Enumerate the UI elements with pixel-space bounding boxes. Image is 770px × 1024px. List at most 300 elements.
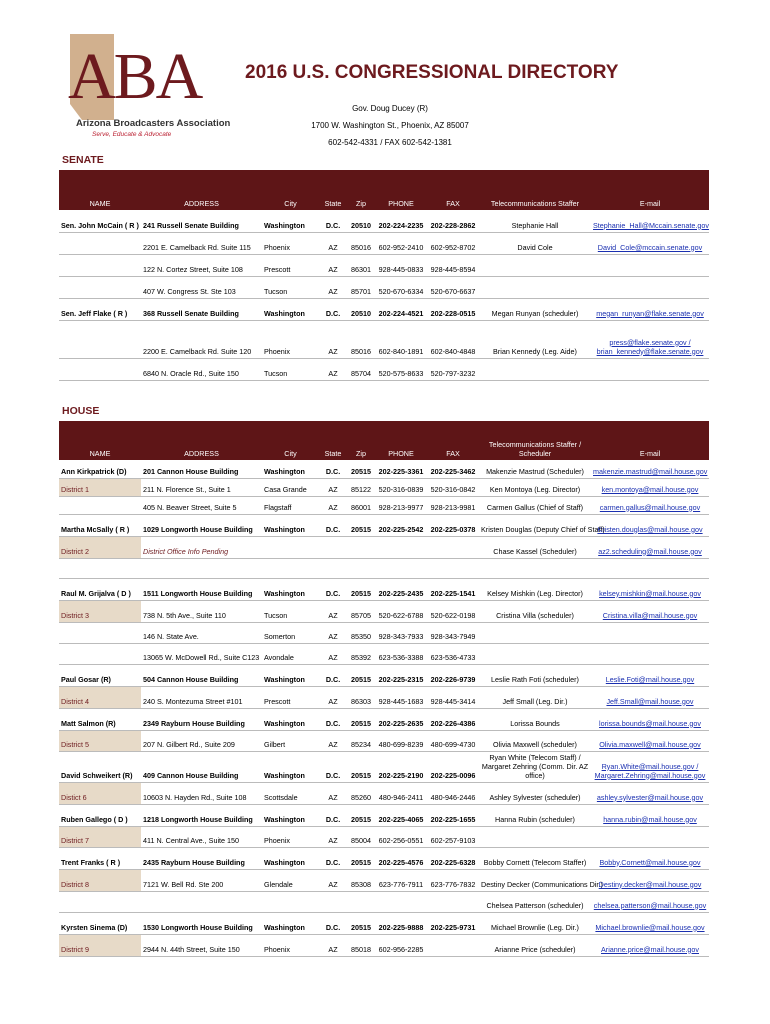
column-header-zip: Zip <box>347 421 375 460</box>
cell-fax: 202-225-3462 <box>427 460 479 478</box>
column-header-name: NAME <box>59 421 141 460</box>
table-row <box>59 460 709 478</box>
cell-city: Tucson <box>262 358 319 380</box>
cell-address: District Office Info Pending <box>141 536 262 558</box>
cell-address: 1511 Longworth House Building <box>141 578 262 600</box>
cell-zip: 20515 <box>347 708 375 730</box>
cell-staffer: Brian Kennedy (Leg. Aide) <box>479 320 591 358</box>
cell-fax: 602-952-8702 <box>427 232 479 254</box>
cell-address: 1530 Longworth House Building <box>141 912 262 934</box>
cell-address: 240 S. Montezuma Street #101 <box>141 686 262 708</box>
cell-email[interactable]: kelsey.mishkin@mail.house.gov <box>591 578 709 600</box>
cell-city: Washington <box>262 912 319 934</box>
cell-name: District 2 <box>59 536 141 558</box>
cell-name: Paul Gosar (R) <box>59 664 141 686</box>
cell-fax: 480-699-4730 <box>427 730 479 751</box>
cell-state: AZ <box>319 276 347 298</box>
cell-phone: 480-699-8239 <box>375 730 427 751</box>
cell-staffer <box>479 254 591 276</box>
table-row <box>59 210 709 232</box>
cell-city: Washington <box>262 804 319 826</box>
governor-phone: 602-542-4331 / FAX 602-542-1381 <box>328 138 452 147</box>
cell-phone: 520-316-0839 <box>375 478 427 496</box>
cell-staffer: Michael Brownlie (Leg. Dir.) <box>479 912 591 934</box>
column-header-zip: Zip <box>347 170 375 210</box>
table-row <box>59 643 709 664</box>
cell-state: AZ <box>319 358 347 380</box>
cell-fax: 520-670-6637 <box>427 276 479 298</box>
senate-heading: SENATE <box>62 154 104 166</box>
cell-name <box>59 254 141 276</box>
cell-fax <box>427 891 479 912</box>
cell-name: District 7 <box>59 826 141 847</box>
cell-zip: 20515 <box>347 578 375 600</box>
cell-fax: 202-225-0096 <box>427 751 479 782</box>
cell-state: AZ <box>319 600 347 622</box>
cell-city: Phoenix <box>262 934 319 956</box>
cell-name: Sen. Jeff Flake ( R ) <box>59 298 141 320</box>
cell-zip: 85350 <box>347 622 375 643</box>
governor-address: 1700 W. Washington St., Phoenix, AZ 85007 <box>311 121 469 130</box>
table-row <box>59 804 709 826</box>
table-row <box>59 847 709 869</box>
table-row <box>59 600 709 622</box>
cell-city: Scottsdale <box>262 782 319 804</box>
table-row <box>59 478 709 496</box>
cell-name: District 9 <box>59 934 141 956</box>
cell-address: 405 N. Beaver Street, Suite 5 <box>141 496 262 514</box>
cell-phone: 623-776-7911 <box>375 869 427 891</box>
cell-state: AZ <box>319 622 347 643</box>
cell-address: 1218 Longworth House Building <box>141 804 262 826</box>
table-row <box>59 826 709 847</box>
column-header-staffer: Telecommunications Staffer / Scheduler <box>479 421 591 460</box>
table-row <box>59 912 709 934</box>
cell-state: D.C. <box>319 210 347 232</box>
org-name: Arizona Broadcasters Association <box>76 118 231 129</box>
cell-zip <box>347 891 375 912</box>
cell-phone: 520-670-6334 <box>375 276 427 298</box>
cell-email[interactable]: megan_runyan@flake.senate.gov <box>591 298 709 320</box>
cell-fax: 602-257-9103 <box>427 826 479 847</box>
cell-zip: 20510 <box>347 210 375 232</box>
cell-phone: 602-840-1891 <box>375 320 427 358</box>
senate-table <box>59 170 709 381</box>
cell-email <box>591 558 709 578</box>
cell-name <box>59 558 141 578</box>
cell-phone: 202-224-2235 <box>375 210 427 232</box>
cell-zip: 85705 <box>347 600 375 622</box>
cell-city: Casa Grande <box>262 478 319 496</box>
cell-state: D.C. <box>319 804 347 826</box>
cell-email[interactable]: carmen.gallus@mail.house.gov <box>591 496 709 514</box>
cell-city: Washington <box>262 664 319 686</box>
cell-state: AZ <box>319 496 347 514</box>
column-header-phone: PHONE <box>375 421 427 460</box>
cell-address: 7121 W. Bell Rd. Ste 200 <box>141 869 262 891</box>
cell-phone: 202-225-2635 <box>375 708 427 730</box>
cell-city: Washington <box>262 514 319 536</box>
cell-phone: 202-224-4521 <box>375 298 427 320</box>
table-row <box>59 708 709 730</box>
cell-phone: 202-225-9888 <box>375 912 427 934</box>
cell-staffer: Arianne Price (scheduler) <box>479 934 591 956</box>
cell-zip: 85260 <box>347 782 375 804</box>
cell-city: Tucson <box>262 600 319 622</box>
cell-zip: 85016 <box>347 232 375 254</box>
cell-zip: 86301 <box>347 254 375 276</box>
cell-address: 13065 W. McDowell Rd., Suite C123 <box>141 643 262 664</box>
cell-zip: 86303 <box>347 686 375 708</box>
cell-city: Washington <box>262 298 319 320</box>
cell-staffer <box>479 622 591 643</box>
cell-name: Sen. John McCain ( R ) <box>59 210 141 232</box>
cell-zip: 20515 <box>347 514 375 536</box>
cell-fax: 202-226-9739 <box>427 664 479 686</box>
cell-city: Gilbert <box>262 730 319 751</box>
cell-address: 122 N. Cortez Street, Suite 108 <box>141 254 262 276</box>
table-row <box>59 514 709 536</box>
table-row <box>59 782 709 804</box>
cell-zip: 20515 <box>347 847 375 869</box>
cell-city: Washington <box>262 751 319 782</box>
cell-fax: 202-226-4386 <box>427 708 479 730</box>
cell-address: 6840 N. Oracle Rd., Suite 150 <box>141 358 262 380</box>
cell-state: D.C. <box>319 751 347 782</box>
column-header-email: E-mail <box>591 170 709 210</box>
cell-name <box>59 643 141 664</box>
cell-phone <box>375 891 427 912</box>
cell-fax: 202-225-1655 <box>427 804 479 826</box>
cell-city: Washington <box>262 847 319 869</box>
cell-email[interactable]: Arianne.price@mail.house.gov <box>591 934 709 956</box>
cell-city: Somerton <box>262 622 319 643</box>
column-header-fax: FAX <box>427 421 479 460</box>
table-row <box>59 232 709 254</box>
table-row <box>59 751 709 782</box>
cell-staffer: David Cole <box>479 232 591 254</box>
cell-name: David Schweikert (R) <box>59 751 141 782</box>
column-header-address: ADDRESS <box>141 170 262 210</box>
table-row <box>59 320 709 358</box>
cell-name: District 3 <box>59 600 141 622</box>
cell-email[interactable]: Michael.brownlie@mail.house.gov <box>591 912 709 934</box>
cell-staffer <box>479 643 591 664</box>
senate-body <box>59 210 709 380</box>
cell-email[interactable]: Jeff.Small@mail.house.gov <box>591 686 709 708</box>
cell-name: District 1 <box>59 478 141 496</box>
cell-staffer: Stephanie Hall <box>479 210 591 232</box>
cell-state: D.C. <box>319 847 347 869</box>
cell-city: Glendale <box>262 869 319 891</box>
cell-staffer: Ken Montoya (Leg. Director) <box>479 478 591 496</box>
cell-email[interactable]: chelsea.patterson@mail.house.gov <box>591 891 709 912</box>
cell-staffer: Hanna Rubin (scheduler) <box>479 804 591 826</box>
cell-name: District 8 <box>59 869 141 891</box>
cell-phone: 202-225-3361 <box>375 460 427 478</box>
cell-state: AZ <box>319 826 347 847</box>
cell-email <box>591 622 709 643</box>
cell-zip: 20515 <box>347 751 375 782</box>
cell-email[interactable]: ken.montoya@mail.house.gov <box>591 478 709 496</box>
cell-fax: 520-622-0198 <box>427 600 479 622</box>
table-row <box>59 891 709 912</box>
cell-phone: 202-225-4065 <box>375 804 427 826</box>
cell-fax: 202-225-1541 <box>427 578 479 600</box>
cell-name <box>59 232 141 254</box>
cell-fax: 623-536-4733 <box>427 643 479 664</box>
table-row <box>59 934 709 956</box>
cell-fax: 202-228-0515 <box>427 298 479 320</box>
cell-fax: 928-343-7949 <box>427 622 479 643</box>
cell-email[interactable]: Kristen.douglas@mail.house.gov <box>591 514 709 536</box>
cell-phone: 623-536-3388 <box>375 643 427 664</box>
cell-state: AZ <box>319 934 347 956</box>
cell-phone <box>375 536 427 558</box>
cell-state: D.C. <box>319 298 347 320</box>
cell-fax: 480-946-2446 <box>427 782 479 804</box>
cell-city <box>262 891 319 912</box>
cell-staffer: Kelsey Mishkin (Leg. Director) <box>479 578 591 600</box>
cell-address: 207 N. Gilbert Rd., Suite 209 <box>141 730 262 751</box>
cell-zip: 85701 <box>347 276 375 298</box>
cell-state: AZ <box>319 686 347 708</box>
cell-city: Flagstaff <box>262 496 319 514</box>
cell-phone: 202-225-2435 <box>375 578 427 600</box>
cell-fax: 602-840-4848 <box>427 320 479 358</box>
cell-fax <box>427 558 479 578</box>
house-heading: HOUSE <box>62 405 100 417</box>
cell-state: D.C. <box>319 460 347 478</box>
cell-phone: 602-956-2285 <box>375 934 427 956</box>
cell-zip: 85016 <box>347 320 375 358</box>
cell-staffer: Chase Kassel (Scheduler) <box>479 536 591 558</box>
cell-state: AZ <box>319 478 347 496</box>
cell-email[interactable]: hanna.rubin@mail.house.gov <box>591 804 709 826</box>
cell-name <box>59 496 141 514</box>
cell-name: Ann Kirkpatrick (D) <box>59 460 141 478</box>
column-header-state: State <box>319 170 347 210</box>
cell-city: Tucson <box>262 276 319 298</box>
cell-city: Phoenix <box>262 826 319 847</box>
cell-city: Phoenix <box>262 232 319 254</box>
cell-name: District 5 <box>59 730 141 751</box>
table-row <box>59 558 709 578</box>
cell-state: AZ <box>319 254 347 276</box>
cell-city: Washington <box>262 578 319 600</box>
cell-name: Ruben Gallego ( D ) <box>59 804 141 826</box>
cell-name: Martha McSally ( R ) <box>59 514 141 536</box>
cell-fax: 202-228-2862 <box>427 210 479 232</box>
cell-email[interactable]: Olivia.maxwell@mail.house.gov <box>591 730 709 751</box>
cell-address: 409 Cannon House Building <box>141 751 262 782</box>
cell-email[interactable]: az2.scheduling@mail.house.gov <box>591 536 709 558</box>
cell-name <box>59 358 141 380</box>
cell-address: 211 N. Florence St., Suite 1 <box>141 478 262 496</box>
cell-phone: 202-225-2542 <box>375 514 427 536</box>
cell-zip <box>347 558 375 578</box>
cell-staffer: Olivia Maxwell (scheduler) <box>479 730 591 751</box>
cell-staffer: Kristen Douglas (Deputy Chief of Staff) <box>479 514 591 536</box>
column-header-address: ADDRESS <box>141 421 262 460</box>
cell-zip: 85308 <box>347 869 375 891</box>
cell-state: D.C. <box>319 664 347 686</box>
cell-email <box>591 358 709 380</box>
cell-phone <box>375 558 427 578</box>
cell-staffer: Leslie Rath Foti (scheduler) <box>479 664 591 686</box>
cell-zip: 20515 <box>347 664 375 686</box>
cell-address: 1029 Longworth House Building <box>141 514 262 536</box>
cell-address: 368 Russell Senate Building <box>141 298 262 320</box>
table-row <box>59 496 709 514</box>
cell-staffer: Ashley Sylvester (scheduler) <box>479 782 591 804</box>
table-row <box>59 622 709 643</box>
cell-zip: 86001 <box>347 496 375 514</box>
cell-staffer: Makenzie Mastrud (Scheduler) <box>479 460 591 478</box>
cell-city: Avondale <box>262 643 319 664</box>
cell-email <box>591 643 709 664</box>
cell-name: Kyrsten Sinema (D) <box>59 912 141 934</box>
cell-email[interactable]: Cristina.villa@mail.house.gov <box>591 600 709 622</box>
cell-email <box>591 254 709 276</box>
table-row <box>59 664 709 686</box>
cell-city: Prescott <box>262 254 319 276</box>
column-header-staffer: Telecommunications Staffer <box>479 170 591 210</box>
cell-state: D.C. <box>319 912 347 934</box>
column-header-city: City <box>262 170 319 210</box>
cell-phone: 202-225-2190 <box>375 751 427 782</box>
cell-city: Washington <box>262 210 319 232</box>
house-table <box>59 421 709 957</box>
cell-email[interactable]: press@flake.senate.gov / brian_kennedy@flake.senate.gov <box>591 320 709 358</box>
cell-address: 146 N. State Ave. <box>141 622 262 643</box>
house-header-row <box>59 421 709 460</box>
column-header-city: City <box>262 421 319 460</box>
cell-address: 10603 N. Hayden Rd., Suite 108 <box>141 782 262 804</box>
house-body <box>59 460 709 956</box>
table-row <box>59 730 709 751</box>
cell-fax: 623-776-7832 <box>427 869 479 891</box>
cell-fax <box>427 536 479 558</box>
cell-zip: 85018 <box>347 934 375 956</box>
cell-name: Distict 6 <box>59 782 141 804</box>
cell-email[interactable]: Destiny.decker@mail.house.gov <box>591 869 709 891</box>
cell-fax <box>427 934 479 956</box>
cell-fax: 520-797-3232 <box>427 358 479 380</box>
column-header-phone: PHONE <box>375 170 427 210</box>
senate-header-row <box>59 170 709 210</box>
cell-phone: 520-575-8633 <box>375 358 427 380</box>
cell-phone: 202-225-4576 <box>375 847 427 869</box>
cell-zip: 85004 <box>347 826 375 847</box>
cell-email[interactable]: lorissa.bounds@mail.house.gov <box>591 708 709 730</box>
cell-address: 504 Cannon House Building <box>141 664 262 686</box>
cell-address: 241 Russell Senate Building <box>141 210 262 232</box>
cell-staffer: Jeff Small (Leg. Dir.) <box>479 686 591 708</box>
cell-state: AZ <box>319 782 347 804</box>
cell-email[interactable]: ashley.sylvester@mail.house.gov <box>591 782 709 804</box>
cell-zip: 85704 <box>347 358 375 380</box>
cell-state: D.C. <box>319 578 347 600</box>
cell-staffer <box>479 358 591 380</box>
cell-zip: 85122 <box>347 478 375 496</box>
cell-address: 2435 Rayburn House Building <box>141 847 262 869</box>
table-row <box>59 254 709 276</box>
cell-staffer: Bobby Cornett (Telecom Staffer) <box>479 847 591 869</box>
cell-email[interactable]: David_Cole@mccain.senate.gov <box>591 232 709 254</box>
cell-address: 2349 Rayburn House Building <box>141 708 262 730</box>
governor-name: Gov. Doug Ducey (R) <box>352 104 428 113</box>
cell-name <box>59 320 141 358</box>
cell-name <box>59 276 141 298</box>
cell-zip: 85392 <box>347 643 375 664</box>
cell-staffer: Megan Runyan (scheduler) <box>479 298 591 320</box>
cell-address: 407 W. Congress St. Ste 103 <box>141 276 262 298</box>
cell-email[interactable]: Leslie.Foti@mail.house.gov <box>591 664 709 686</box>
cell-staffer <box>479 558 591 578</box>
column-header-state: State <box>319 421 347 460</box>
cell-email[interactable]: Stephanie_Hall@Mccain.senate.gov <box>591 210 709 232</box>
cell-staffer: Cristina Villa (scheduler) <box>479 600 591 622</box>
cell-state: D.C. <box>319 708 347 730</box>
logo-text: ABA <box>68 40 202 113</box>
cell-phone: 928-343-7933 <box>375 622 427 643</box>
cell-state <box>319 558 347 578</box>
cell-state: AZ <box>319 643 347 664</box>
cell-zip: 20515 <box>347 912 375 934</box>
table-row <box>59 578 709 600</box>
cell-name: Matt Salmon (R) <box>59 708 141 730</box>
page-title: 2016 U.S. CONGRESSIONAL DIRECTORY <box>245 62 619 83</box>
cell-state <box>319 536 347 558</box>
cell-email[interactable]: Bobby.Cornett@mail.house.gov <box>591 847 709 869</box>
org-tagline: Serve, Educate & Advocate <box>92 131 172 138</box>
cell-email[interactable]: Ryan.White@mail.house.gov / Margaret.Zehring@mail.house.gov <box>591 751 709 782</box>
cell-state: AZ <box>319 730 347 751</box>
cell-email <box>591 826 709 847</box>
cell-address: 2944 N. 44th Street, Suite 150 <box>141 934 262 956</box>
cell-phone: 602-952-2410 <box>375 232 427 254</box>
cell-zip: 20515 <box>347 804 375 826</box>
column-header-name: NAME <box>59 170 141 210</box>
cell-name: District 4 <box>59 686 141 708</box>
cell-staffer: Ryan White (Telecom Staff) / Margaret Zehring (Comm. Dir. AZ office) <box>479 751 591 782</box>
cell-phone: 928-445-0833 <box>375 254 427 276</box>
cell-fax: 202-225-0378 <box>427 514 479 536</box>
cell-fax: 202-225-9731 <box>427 912 479 934</box>
cell-phone: 520-622-6788 <box>375 600 427 622</box>
cell-zip: 20510 <box>347 298 375 320</box>
column-header-email: E-mail <box>591 421 709 460</box>
cell-staffer: Lorissa Bounds <box>479 708 591 730</box>
cell-name: Raul M. Grijalva ( D ) <box>59 578 141 600</box>
cell-address <box>141 558 262 578</box>
cell-state: AZ <box>319 869 347 891</box>
table-row <box>59 686 709 708</box>
cell-name <box>59 622 141 643</box>
cell-staffer: Chelsea Patterson (scheduler) <box>479 891 591 912</box>
cell-fax: 928-445-3414 <box>427 686 479 708</box>
cell-zip <box>347 536 375 558</box>
cell-city <box>262 558 319 578</box>
cell-phone: 928-213-9977 <box>375 496 427 514</box>
table-row <box>59 298 709 320</box>
cell-address: 411 N. Central Ave., Suite 150 <box>141 826 262 847</box>
cell-phone: 928-445-1683 <box>375 686 427 708</box>
cell-name <box>59 891 141 912</box>
cell-staffer: Destiny Decker (Communications Dir.) <box>479 869 591 891</box>
cell-email[interactable]: makenzie.mastrud@mail.house.gov <box>591 460 709 478</box>
